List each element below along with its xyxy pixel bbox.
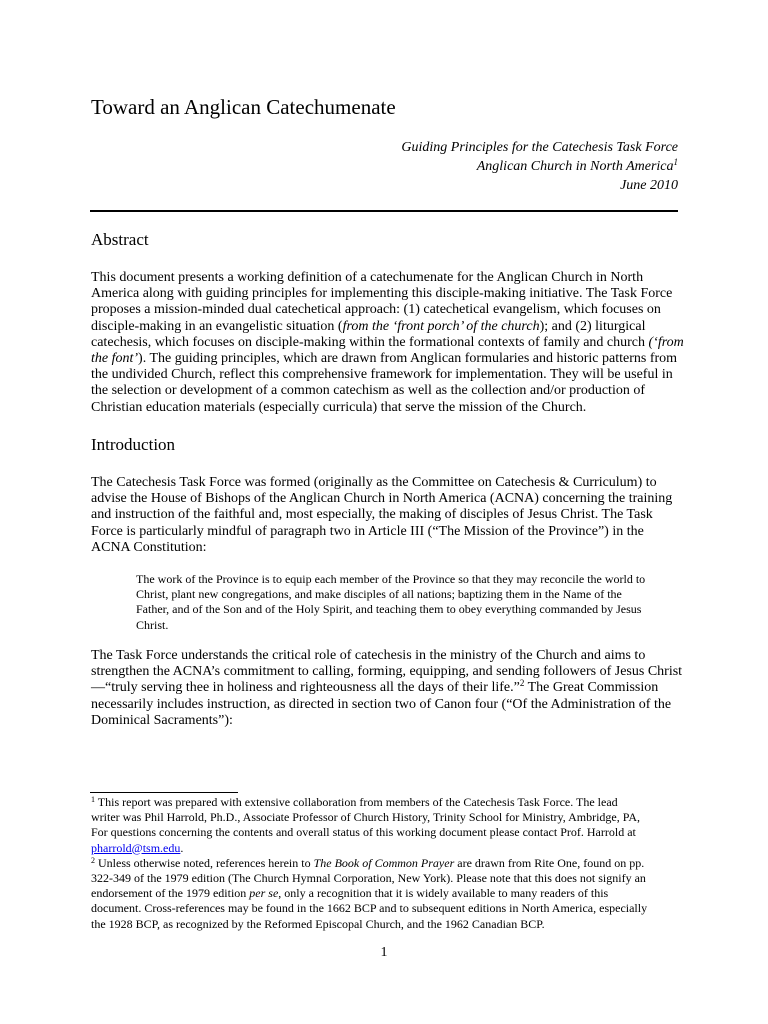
italic-run: (‘from [648, 334, 684, 350]
text-line [91, 680, 679, 696]
footnote-1-line [91, 795, 691, 810]
text-line: Christ. [136, 617, 169, 632]
italic-run: from the ‘front porch’ of the church [342, 318, 540, 334]
footnote-1-line [91, 841, 691, 856]
subtitle-line-1: Guiding Principles for the Catechesis Task Force [401, 140, 678, 155]
text-line: strengthen the ACNA’s commitment to calling, forming, equipping, and sending followers of Jesus Christ [91, 664, 683, 680]
page-number: 1 [380, 945, 388, 960]
text-line: Christian education materials (especially curricula) that serve the mission of the Church. [91, 399, 587, 415]
document-title: Toward an Anglican Catechumenate [91, 95, 396, 119]
italic-run: the font’ [91, 351, 139, 367]
text-run: ); and (2) liturgical [539, 318, 646, 334]
abstract-paragraph [91, 270, 684, 416]
text-run: —“truly serving thee in holiness and righteousness all the days of their life.” [91, 680, 520, 696]
text-line: Force is particularly mindful of paragraph two in Article III (“The Mission of the Province”) in the [91, 523, 644, 539]
text-line: The Task Force understands the critical role of catechesis in the ministry of the Church and aims to [91, 648, 646, 663]
text-line: This document presents a working definition of a catechumenate for the Anglican Church in North [91, 270, 644, 285]
subtitle-line-2 [178, 157, 678, 176]
footnote-ref-1[interactable]: 1 [673, 157, 678, 167]
text-run: disciple-making in an evangelistic situation ( [91, 318, 343, 334]
text-run: . [180, 840, 184, 855]
footnote-marker-1: 1 [91, 795, 95, 804]
introduction-paragraph-1 [91, 475, 679, 556]
footnote-marker-2: 2 [91, 855, 95, 865]
title-divider [90, 210, 678, 212]
italic-run: The Book of Common Prayer [313, 855, 455, 870]
subtitle-date: June 2010 [620, 178, 678, 193]
text-line: the undivided Church, reflect this comprehensive framework for implementation. They will be useful in [91, 367, 673, 383]
text-line: America along with guiding principles for implementing this disciple-making initiative. The Task Force [91, 286, 673, 302]
text-line: the selection or development of a common catechism as well as the collection and/or production of [91, 383, 645, 399]
text-line: Dominical Sacraments”): [91, 712, 233, 728]
text-run: are drawn from Rite One, found on pp. [454, 855, 645, 870]
contact-email-link[interactable]: pharrold@tsm.edu [91, 840, 181, 855]
text-line [91, 334, 684, 351]
text-line: ACNA Constitution: [91, 539, 207, 555]
footnote-2-line [91, 856, 691, 871]
introduction-paragraph-2 [91, 648, 683, 729]
block-quote [136, 572, 676, 633]
text-run: Unless otherwise noted, references herein to [95, 855, 314, 870]
text-run: , only a recognition that it is widely available to many readers of this [278, 886, 609, 901]
text-line: necessarily includes instruction, as directed in section two of Canon four (“Of the Administration of the [91, 696, 672, 712]
text-line: proposes a mission-minded dual catechetical approach: (1) catechetical evangelism, which focuses on [91, 302, 661, 318]
footnote-2-line: 322-349 of the 1979 edition (The Church Hymnal Corporation, New York). Please note that this does not signify an [91, 871, 646, 886]
document-subtitle [178, 138, 678, 195]
text-run: endorsement of the 1979 edition [91, 886, 250, 901]
text-run: This report was prepared with extensive collaboration from members of the Catechesis Task Force. The lead [95, 795, 618, 809]
text-line [91, 351, 679, 367]
text-line: and instruction of the faithful and, most especially, the making of disciples of Jesus Christ. The Task [91, 507, 653, 523]
text-run: The Great Commission [524, 680, 659, 696]
italic-run: per se [249, 886, 279, 901]
footnote-2-line: the 1928 BCP, as recognized by the Reformed Episcopal Church, and the 1962 Canadian BCP. [91, 916, 545, 931]
footnote-1-line: For questions concerning the contents and overall status of this working document please contact Prof. Harrold at [91, 825, 636, 840]
subtitle-org: Anglican Church in North America [476, 159, 674, 174]
abstract-heading: Abstract [91, 230, 149, 249]
text-line: Father, and of the Son and of the Holy Spirit, and teaching them to obey everything commanded by Jesus [136, 602, 642, 617]
footnote-2-line [91, 886, 691, 901]
text-line: The work of the Province is to equip each member of the Province so that they may reconcile the world to [136, 572, 646, 586]
text-run: ). The guiding principles, which are drawn from Anglican formularies and historic patterns from [138, 351, 678, 367]
text-line [91, 319, 679, 335]
footnote-separator [90, 792, 238, 793]
text-run: catechesis, which focuses on disciple-making within the formational contexts of family and church [91, 334, 649, 350]
footnote-1-line: writer was Phil Harrold, Ph.D., Associate Professor of Church History, Trinity School for Ministry, Ambridge, PA, [91, 810, 640, 825]
text-line: advise the House of Bishops of the Anglican Church in North America (ACNA) concerning the training [91, 491, 673, 507]
text-line: The Catechesis Task Force was formed (originally as the Committee on Catechesis & Curriculum) to [91, 475, 657, 490]
footnote-ref-2[interactable]: 2 [519, 678, 525, 689]
footnote-2-line: document. Cross-references may be found in the 1662 BCP and to subsequent editions in North America, especially [91, 901, 648, 916]
footnotes [91, 795, 691, 932]
text-line: Christ, plant new congregations, and make disciples of all nations; baptizing them in the Name of the [136, 587, 622, 602]
introduction-heading: Introduction [91, 435, 176, 454]
